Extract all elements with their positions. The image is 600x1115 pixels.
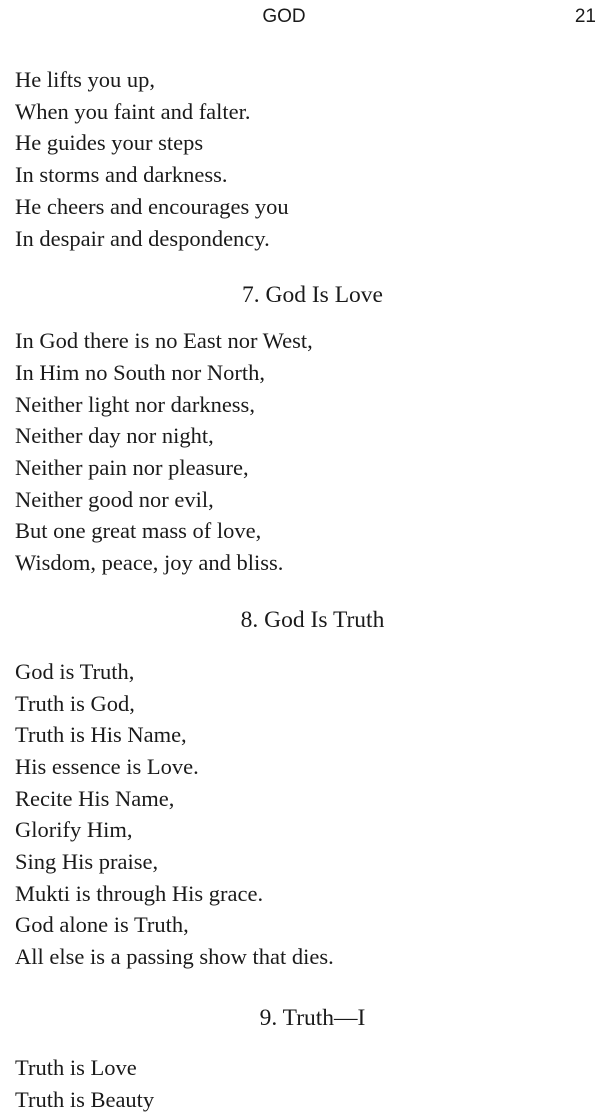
poem-heading: 9. Truth—I: [259, 1004, 366, 1031]
poem-line: He guides your steps: [15, 130, 204, 156]
poem-god-is-truth: [15, 604, 590, 973]
poem-stanza: [15, 656, 590, 973]
running-head: [0, 6, 600, 30]
poem-line: All else is a passing show that dies.: [15, 944, 334, 970]
poem-stanza: [15, 325, 590, 579]
poem-line: Neither pain nor pleasure,: [15, 455, 249, 481]
poem-line: Truth is Beauty: [15, 1086, 155, 1112]
page-body: [15, 64, 590, 1115]
poem-line: He lifts you up,: [15, 67, 155, 92]
poem-stanza: [15, 1052, 590, 1115]
poem-line: In despair and despondency.: [15, 225, 270, 251]
poem-line: Sing His praise,: [15, 849, 159, 875]
poem-truth-one: [15, 1002, 590, 1115]
poem-line: In storms and darkness.: [15, 162, 228, 188]
poem-line: Recite His Name,: [15, 785, 175, 811]
poem-line: God alone is Truth,: [15, 912, 189, 938]
poem-line: In Him no South nor North,: [15, 359, 265, 385]
poem-heading: 7. God Is Love: [242, 282, 383, 309]
page-number: 21: [574, 6, 596, 27]
poem-god-is-love: [15, 279, 590, 579]
poem-line: Truth is Love: [15, 1054, 137, 1080]
poem-line: His essence is Love.: [15, 753, 199, 779]
poem-line: Truth is His Name,: [15, 722, 187, 748]
poem-line: But one great mass of love,: [15, 518, 262, 544]
poem-line: God is Truth,: [15, 658, 135, 684]
poem-line: In God there is no East nor West,: [15, 328, 313, 354]
poem-line: Truth is God,: [15, 690, 135, 716]
poem-line: Neither good nor evil,: [15, 486, 214, 512]
poem-line: Neither light nor darkness,: [15, 391, 255, 417]
poem-line: When you faint and falter.: [15, 98, 251, 124]
opening-stanza: [15, 64, 590, 254]
running-title: GOD: [262, 6, 306, 27]
poem-line: He cheers and encourages you: [15, 193, 289, 219]
poem-line: Mukti is through His grace.: [15, 880, 264, 906]
poem-line: Neither day nor night,: [15, 423, 214, 449]
poem-heading: 8. God Is Truth: [240, 606, 385, 633]
poem-line: Glorify Him,: [15, 817, 133, 843]
poem-line: Wisdom, peace, joy and bliss.: [15, 550, 284, 576]
